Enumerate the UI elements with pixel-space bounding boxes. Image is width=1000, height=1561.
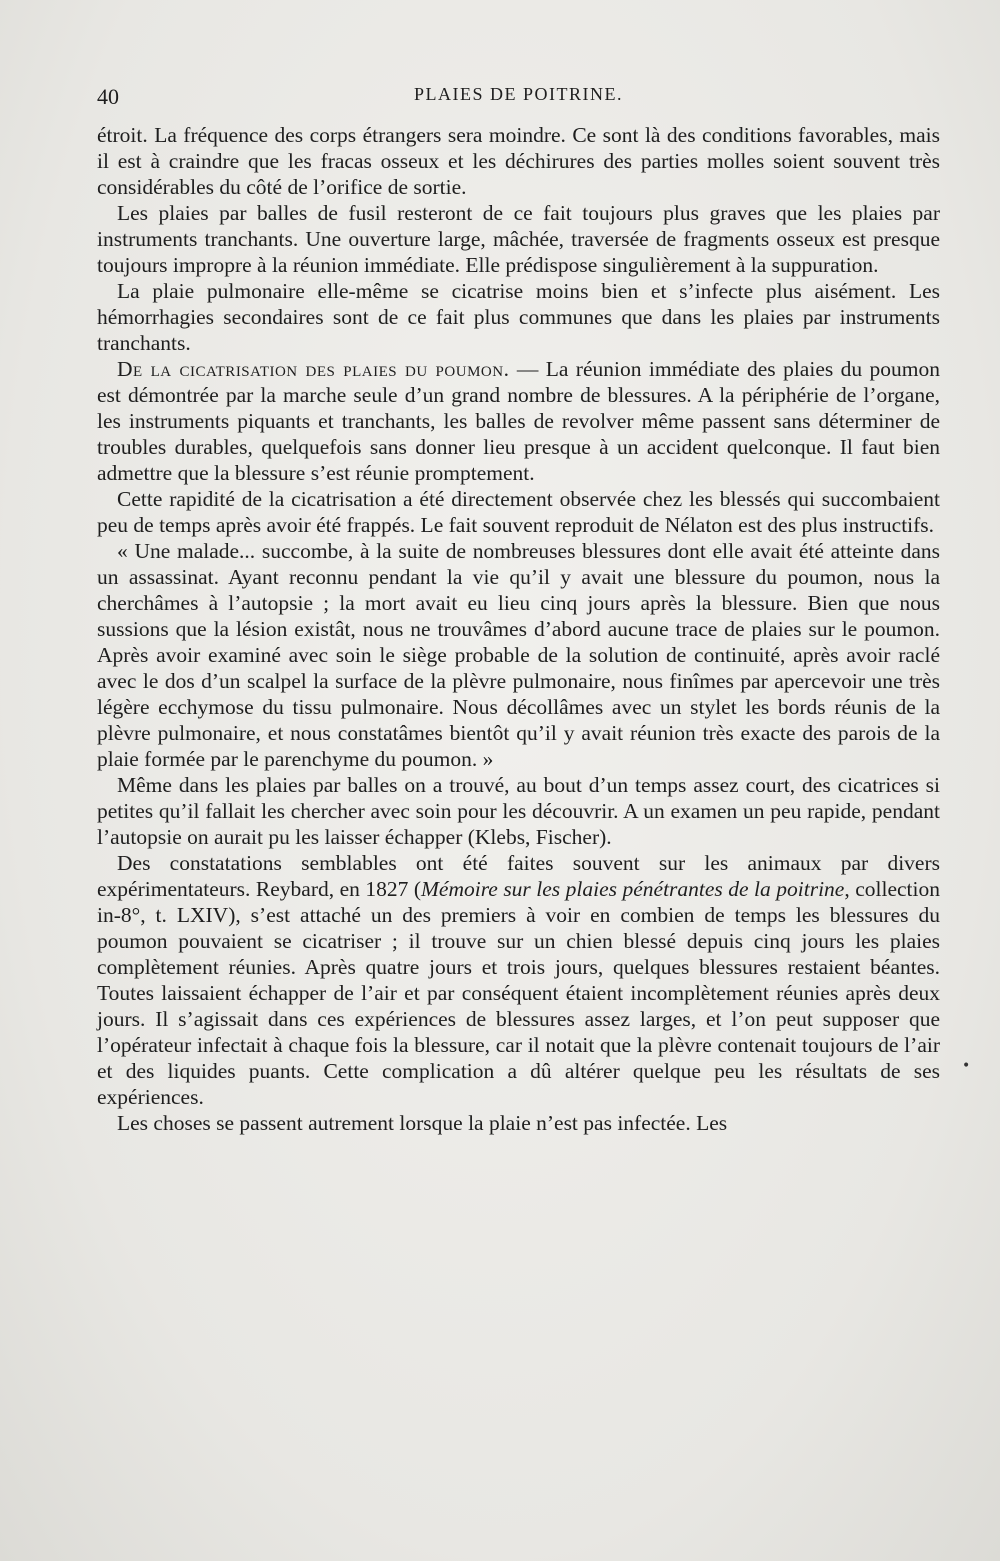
paragraph-text: , collection in-8°, t. LXIV), s’est attaché un des premiers à voir en combien de temps les blessures du poumon pouvaient se cicatriser ; il trouve sur un chien blessé depuis cinq jours les plaies complètement réunies. Après quatre jours et trois jours, quelques blessures restaient béantes. Toutes laissaient échapper de l’air et par conséquent étaient incomplètement réunies après deux jours. Il s’agissait dans ces expériences de blessures assez larges, et l’on peut supposer que l’opérateur infectait à chaque fois la blessure, car il notait que la plèvre contenait toujours de l’air et des liquides puants. Cette complication a dû altérer quelque peu les résultats de ses expériences.: [97, 877, 940, 1109]
paragraph: Même dans les plaies par balles on a trouvé, au bout d’un temps assez court, des cicatrices si petites qu’il fallait les chercher avec soin pour les découvrir. A un examen un peu rapide, pendant l’autopsie on aurait pu les laisser échapper (Klebs, Fischer).: [97, 773, 940, 849]
paragraph: étroit. La fréquence des corps étrangers sera moindre. Ce sont là des conditions favorables, mais il est à craindre que les fracas osseux et les déchirures des parties molles soient souvent très considérables du côté de l’orifice de sortie.: [97, 123, 940, 199]
paragraph: La plaie pulmonaire elle-même se cicatrise moins bien et s’infecte plus aisément. Les hémorrhagies secondaires sont de ce fait plus communes que dans les plaies par instruments tranchants.: [97, 279, 940, 355]
margin-mark: •: [962, 1058, 971, 1074]
running-title: PLAIES DE POITRINE.: [414, 84, 623, 104]
page-number: 40: [97, 84, 119, 109]
quotation-paragraph: « Une malade... succombe, à la suite de nombreuses blessures dont elle avait été atteinte dans un assassinat. Ayant reconnu pendant la vie qu’il y avait une blessure du poumon, nous la cherchâmes à l’autopsie ; la mort avait eu lieu cinq jours après la blessure. Bien que nous sussions que la lésion existât, nous ne trouvâmes d’abord aucune trace de plaies sur le poumon. Après avoir examiné avec soin le siège probable de la solution de continuité, après avoir raclé avec le dos d’un scalpel la surface de la plèvre pulmonaire, nous finîmes par apercevoir une très légère ecchymose du tissu pulmonaire. Nous décollâmes avec un stylet les bords réunis de la plèvre pulmonaire, et nous constatâmes bientôt qu’il y avait réunion très exacte des parois de la plaie formée par le parenchyme du poumon. »: [97, 539, 940, 771]
body-text: [97, 122, 940, 1136]
cited-work-title: Mémoire sur les plaies pénétrantes de la poitrine: [421, 877, 845, 901]
paragraph: Cette rapidité de la cicatrisation a été directement observée chez les blessés qui succombaient peu de temps après avoir été frappés. Le fait souvent reproduit de Nélaton est des plus instructifs.: [97, 487, 940, 537]
paragraph: Les plaies par balles de fusil resteront de ce fait toujours plus graves que les plaies par instruments tranchants. Une ouverture large, mâchée, traversée de fragments osseux est presque toujours impropre à la réunion immédiate. Elle prédispose singulièrement à la suppuration.: [97, 201, 940, 277]
paragraph: [97, 850, 940, 1110]
page-header: [97, 84, 940, 114]
section-heading: De la cicatrisation des plaies du poumon.: [117, 357, 510, 381]
paragraph-text: — La réunion immédiate des plaies du poumon est démontrée par la marche seule d’un grand nombre de blessures. A la périphérie de l’organe, les instruments piquants et tranchants, les balles de revolver même passent sans déterminer de troubles durables, quelquefois sans donner lieu presque à un accident quelconque. Il faut bien admettre que la blessure s’est réunie promptement.: [97, 357, 940, 485]
paragraph: [97, 356, 940, 486]
paragraph: Les choses se passent autrement lorsque la plaie n’est pas infectée. Les: [117, 1111, 728, 1135]
paragraph-text: Des constatations semblables ont été faites souvent sur les animaux par divers expérimentateurs. Reybard, en 1827 (: [97, 851, 940, 901]
